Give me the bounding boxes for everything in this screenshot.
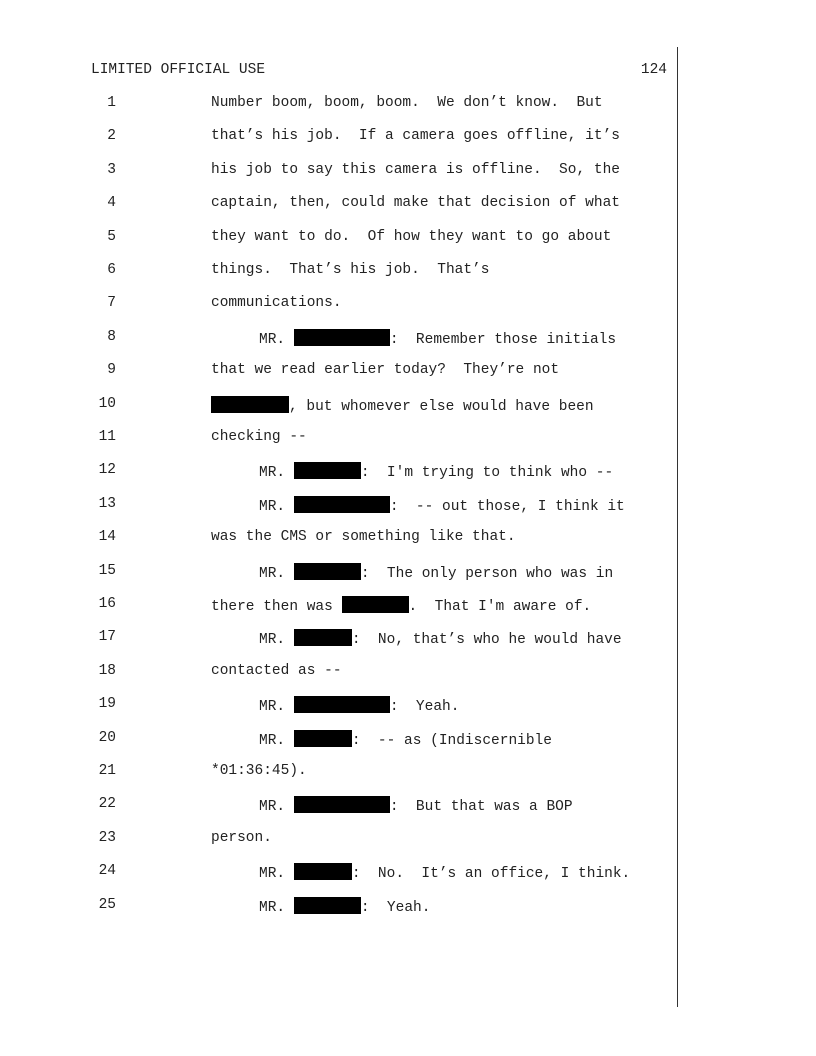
line-text-segment: MR. — [259, 866, 294, 883]
line-number: 9 — [107, 362, 116, 379]
line-text-segment: person. — [211, 829, 272, 846]
line-text-segment: contacted as -- — [211, 662, 342, 679]
line-text — [259, 696, 459, 715]
line-text-segment: : No. It’s an office, I think. — [351, 866, 631, 883]
line-text — [211, 262, 489, 278]
line-number: 2 — [107, 128, 116, 145]
line-text-segment: . That I'm aware of. — [408, 599, 592, 615]
line-text-segment: there then was — [211, 599, 342, 615]
line-text — [211, 229, 611, 245]
transcript-line — [0, 796, 816, 816]
line-text-segment: MR. — [259, 732, 294, 749]
redaction-box — [294, 563, 361, 580]
redaction-box — [294, 629, 352, 646]
line-text-segment: : -- out those, I think it — [389, 498, 625, 515]
line-text-segment: : The only person who was in — [360, 565, 614, 582]
transcript-line — [0, 396, 816, 416]
transcript-line — [0, 830, 816, 850]
line-number: 23 — [98, 829, 116, 846]
transcript-line — [0, 95, 816, 115]
redaction-box — [294, 863, 352, 880]
page-number: 124 — [640, 62, 667, 78]
line-number: 15 — [98, 562, 116, 579]
line-text-segment: : I'm trying to think who -- — [360, 465, 614, 482]
line-number: 18 — [98, 662, 116, 679]
line-text — [211, 396, 594, 415]
transcript-line — [0, 262, 816, 282]
transcript-line — [0, 162, 816, 182]
transcript-line — [0, 229, 816, 249]
line-number: 25 — [98, 896, 116, 913]
line-text — [259, 730, 552, 749]
transcript-line — [0, 696, 816, 716]
line-text — [259, 329, 616, 348]
line-text-segment: MR. — [259, 498, 294, 515]
line-text-segment: his job to say this camera is offline. So, the — [211, 161, 620, 178]
line-number: 22 — [98, 796, 116, 813]
line-text — [259, 796, 573, 815]
line-text — [259, 563, 613, 582]
line-number: 14 — [98, 529, 116, 546]
line-number: 1 — [107, 95, 116, 111]
line-number: 21 — [98, 763, 116, 779]
redaction-box — [294, 897, 361, 914]
transcript-line — [0, 195, 816, 215]
line-text — [211, 663, 342, 679]
redaction-box — [211, 396, 289, 413]
line-text-segment: MR. — [259, 699, 294, 716]
line-text-segment: MR. — [259, 565, 294, 582]
line-text — [211, 830, 272, 846]
redaction-box — [294, 730, 352, 747]
transcript-line — [0, 362, 816, 382]
line-text-segment: things. That’s his job. That’s — [211, 262, 490, 278]
line-text-segment: was the CMS or something like that. — [211, 529, 516, 546]
line-text-segment: : Yeah. — [360, 899, 431, 916]
line-number: 17 — [98, 629, 116, 646]
line-text-segment: MR. — [259, 331, 294, 348]
line-text — [259, 897, 430, 916]
redaction-box — [294, 696, 390, 713]
line-number: 19 — [98, 696, 116, 713]
line-text-segment: : -- as (Indiscernible — [351, 732, 552, 749]
line-text — [259, 462, 613, 481]
transcript-line — [0, 663, 816, 683]
line-number: 20 — [98, 729, 116, 746]
transcript-line — [0, 629, 816, 649]
redaction-box — [294, 796, 390, 813]
line-number: 3 — [107, 161, 116, 178]
line-text-segment: that’s his job. If a camera goes offline, it’s — [211, 128, 620, 145]
line-text — [211, 596, 591, 615]
line-text — [211, 362, 559, 378]
line-text — [211, 195, 620, 211]
line-number: 6 — [107, 262, 116, 278]
transcript-line — [0, 496, 816, 516]
redaction-box — [294, 462, 361, 479]
transcript-line — [0, 563, 816, 583]
line-text-segment: : No, that’s who he would have — [351, 632, 622, 649]
line-text-segment: MR. — [259, 799, 294, 816]
line-text-segment: checking -- — [211, 429, 307, 445]
line-text-segment: : But that was a BOP — [389, 799, 573, 816]
line-number: 10 — [98, 395, 116, 412]
transcript-line — [0, 863, 816, 883]
line-text — [259, 629, 622, 648]
transcript-line — [0, 730, 816, 750]
line-text — [211, 128, 620, 144]
classification-header: LIMITED OFFICIAL USE — [91, 62, 266, 78]
line-number: 16 — [98, 596, 116, 612]
transcript-line — [0, 529, 816, 549]
line-text-segment: communications. — [211, 295, 342, 312]
line-number: 11 — [98, 429, 116, 445]
line-text-segment: : Yeah. — [389, 699, 460, 716]
transcript-line — [0, 763, 816, 783]
line-text-segment: : Remember those initials — [389, 331, 617, 348]
line-text-segment: *01:36:45). — [211, 763, 307, 779]
line-text — [211, 763, 307, 779]
line-number: 12 — [98, 462, 116, 479]
line-text — [259, 863, 630, 882]
line-number: 8 — [107, 328, 116, 345]
line-text-segment: captain, then, could make that decision of what — [211, 195, 620, 212]
transcript-line — [0, 429, 816, 449]
line-number: 13 — [98, 495, 116, 512]
line-text — [211, 295, 342, 311]
line-text-segment: , but whomever else would have been — [289, 398, 594, 415]
line-number: 7 — [107, 295, 116, 312]
line-text-segment: Number boom, boom, boom. We don’t know. But — [211, 95, 603, 111]
line-text-segment: MR. — [259, 465, 294, 482]
line-text-segment: that we read earlier today? They’re not — [211, 362, 560, 379]
transcript-line — [0, 596, 816, 616]
line-text — [211, 429, 307, 445]
line-text-segment: they want to do. Of how they want to go about — [211, 228, 612, 245]
line-number: 4 — [107, 195, 116, 212]
redaction-box — [342, 596, 409, 613]
transcript-line — [0, 329, 816, 349]
line-number: 5 — [107, 228, 116, 245]
line-text — [211, 162, 620, 178]
transcript-line — [0, 462, 816, 482]
line-text — [211, 95, 603, 111]
line-text — [211, 529, 516, 545]
transcript-line — [0, 295, 816, 315]
redaction-box — [294, 496, 390, 513]
line-text-segment: MR. — [259, 632, 294, 649]
redaction-box — [294, 329, 390, 346]
line-text — [259, 496, 625, 515]
transcript-line — [0, 897, 816, 917]
transcript-line — [0, 128, 816, 148]
line-number: 24 — [98, 863, 116, 880]
line-text-segment: MR. — [259, 899, 294, 916]
